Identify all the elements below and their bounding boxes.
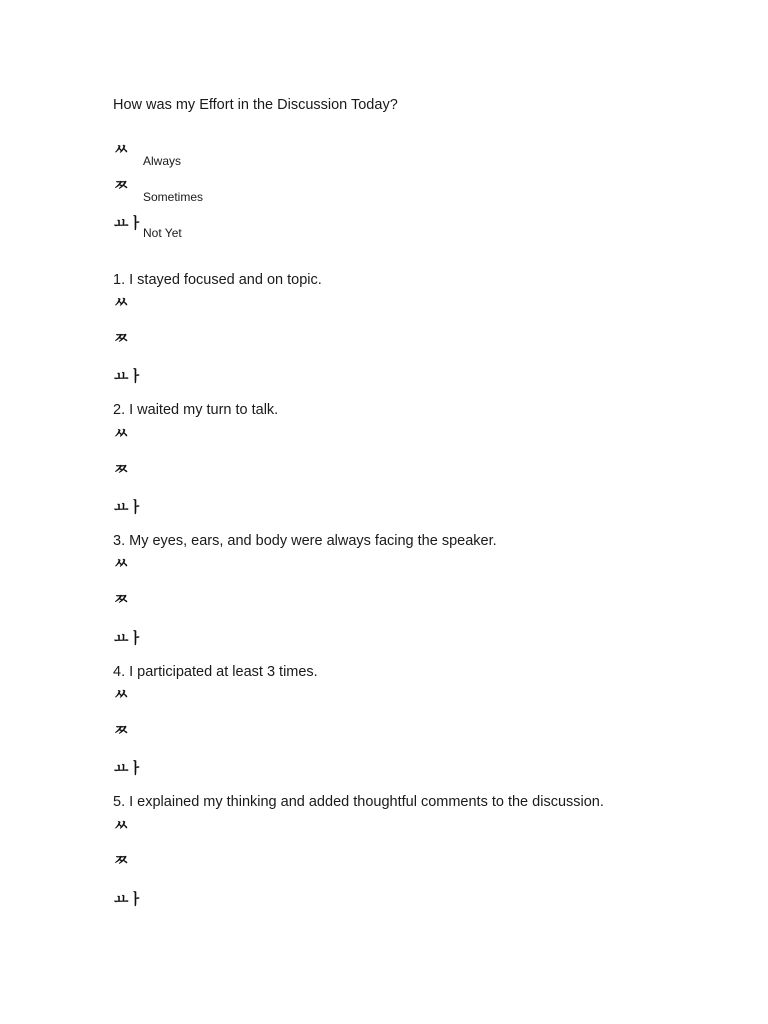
question-text: 3. My eyes, ears, and body were always facing the speaker. bbox=[113, 533, 497, 549]
question-text: 4. I participated at least 3 times. bbox=[113, 664, 318, 680]
legend-label-always: Always bbox=[143, 154, 182, 168]
question-text: 2. I waited my turn to talk. bbox=[113, 402, 279, 418]
sometimes-icon: ㅉ bbox=[114, 590, 129, 608]
not-yet-icon: ㅛㅏ bbox=[114, 367, 143, 385]
always-icon: ㅆ bbox=[114, 140, 129, 158]
always-icon: ㅆ bbox=[114, 816, 129, 834]
always-icon: ㅆ bbox=[114, 424, 129, 442]
not-yet-icon: ㅛㅏ bbox=[114, 498, 143, 516]
not-yet-icon: ㅛㅏ bbox=[114, 214, 143, 232]
sometimes-icon: ㅉ bbox=[114, 721, 129, 739]
legend-label-sometimes: Sometimes bbox=[143, 190, 204, 204]
not-yet-icon: ㅛㅏ bbox=[114, 629, 143, 647]
legend-label-not-yet: Not Yet bbox=[143, 226, 182, 240]
sometimes-icon: ㅉ bbox=[114, 176, 129, 194]
not-yet-icon: ㅛㅏ bbox=[114, 890, 143, 908]
question-text: 1. I stayed focused and on topic. bbox=[113, 272, 322, 288]
always-icon: ㅆ bbox=[114, 685, 129, 703]
sometimes-icon: ㅉ bbox=[114, 851, 129, 869]
sometimes-icon: ㅉ bbox=[114, 460, 129, 478]
not-yet-icon: ㅛㅏ bbox=[114, 759, 143, 777]
sometimes-icon: ㅉ bbox=[114, 329, 129, 347]
page-title: How was my Effort in the Discussion Today? bbox=[113, 97, 398, 113]
question-text: 5. I explained my thinking and added thoughtful comments to the discussion. bbox=[113, 794, 604, 810]
always-icon: ㅆ bbox=[114, 293, 129, 311]
always-icon: ㅆ bbox=[114, 554, 129, 572]
